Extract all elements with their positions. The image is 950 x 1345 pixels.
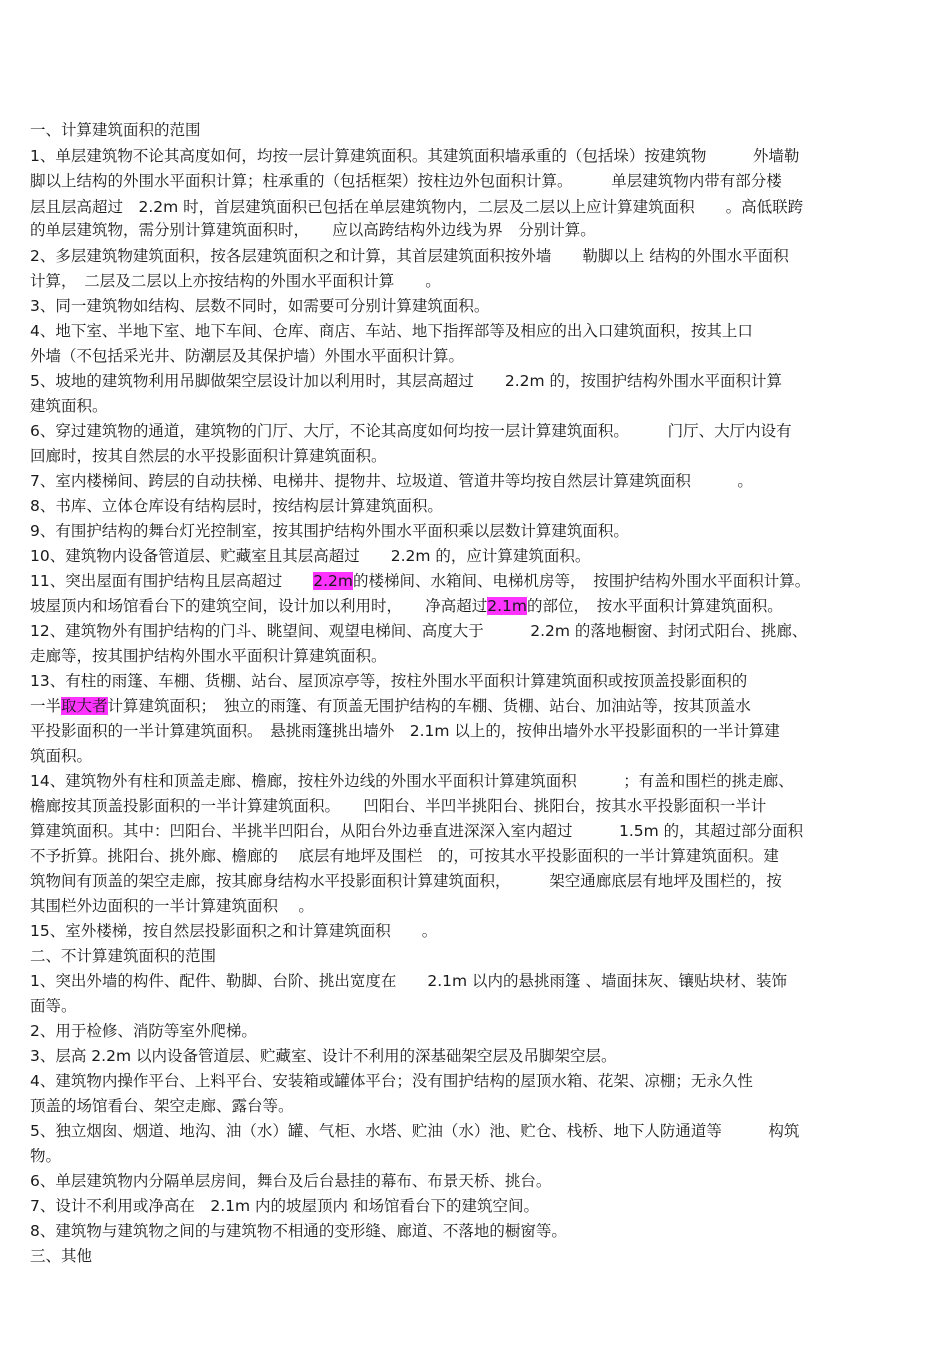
text-segment: 11、突出屋面有围护结构且层高超过 bbox=[30, 572, 314, 590]
text-line: 6、穿过建筑物的通道，建筑物的门厅、大厅，不论其高度如何均按一层计算建筑面积。 门厅、大厅内设有 bbox=[30, 422, 792, 440]
text-line: 3、层高 2.2m 以内设备管道层、贮藏室、设计不利用的深基础架空层及吊脚架空层。 bbox=[30, 1047, 617, 1065]
text-segment: 一半 bbox=[30, 697, 62, 715]
text-line bbox=[30, 594, 783, 618]
text-segment: 坡屋顶内和场馆看台下的建筑空间，设计加以利用时， 净高超过 bbox=[30, 597, 488, 615]
text-line: 回廊时，按其自然层的水平投影面积计算建筑面积。 bbox=[30, 447, 387, 465]
text-line: 的单层建筑物，需分别计算建筑面积时， 应以高跨结构外边线为界 分别计算。 bbox=[30, 221, 596, 239]
text-line: 计算， 二层及二层以上亦按结构的外围水平面积计算 。 bbox=[30, 272, 441, 290]
section-heading: 三、其他 bbox=[30, 1247, 93, 1265]
text-line: 4、建筑物内操作平台、上料平台、安装箱或罐体平台；没有围护结构的屋顶水箱、花架、凉棚；无永久性 bbox=[30, 1072, 753, 1090]
text-segment: 的楼梯间、水箱间、电梯机房等， 按围护结构外围水平面积计算。 bbox=[352, 572, 811, 590]
text-line: 5、坡地的建筑物利用吊脚做架空层设计加以利用时，其层高超过 2.2m 的，按围护结构外围水平面积计算 bbox=[30, 372, 783, 390]
text-line: 9、有围护结构的舞台灯光控制室，按其围护结构外围水平面积乘以层数计算建筑面积。 bbox=[30, 522, 629, 540]
text-line: 7、设计不利用或净高在 2.1m 内的坡屋顶内 和场馆看台下的建筑空间。 bbox=[30, 1197, 539, 1215]
text-line: 层且层高超过 2.2m 时，首层建筑面积已包括在单层建筑物内，二层及二层以上应计算建筑面积 。高低联跨 bbox=[30, 198, 804, 216]
text-line: 13、有柱的雨篷、车棚、货棚、站台、屋顶凉亭等，按柱外围水平面积计算建筑面积或按顶盖投影面积的 bbox=[30, 672, 748, 690]
text-line: 6、单层建筑物内分隔单层房间，舞台及后台悬挂的幕布、布景天桥、挑台。 bbox=[30, 1172, 552, 1190]
text-line: 走廊等，按其围护结构外围水平面积计算建筑面积。 bbox=[30, 647, 387, 665]
highlight-mark: 2.2m bbox=[313, 572, 353, 590]
text-line: 2、多层建筑物建筑面积，按各层建筑面积之和计算，其首层建筑面积按外墙 勒脚以上 结构的外围水平面积 bbox=[30, 247, 789, 265]
text-line: 3、同一建筑物如结构、层数不同时，如需要可分别计算建筑面积。 bbox=[30, 297, 490, 315]
text-segment: 的部位， 按水平面积计算建筑面积。 bbox=[527, 597, 783, 615]
section-heading: 二、不计算建筑面积的范围 bbox=[30, 947, 217, 965]
text-line: 2、用于检修、消防等室外爬梯。 bbox=[30, 1022, 257, 1040]
text-line: 不予折算。挑阳台、挑外廊、檐廊的 底层有地坪及围栏 的，可按其水平投影面积的一半计算建筑面积。建 bbox=[30, 847, 779, 865]
text-line: 8、建筑物与建筑物之间的与建筑物不相通的变形缝、廊道、不落地的橱窗等。 bbox=[30, 1222, 567, 1240]
text-line bbox=[30, 694, 751, 718]
text-line: 15、室外楼梯，按自然层投影面积之和计算建筑面积 。 bbox=[30, 922, 438, 940]
text-line: 4、地下室、半地下室、地下车间、仓库、商店、车站、地下指挥部等及相应的出入口建筑面积，按其上口 bbox=[30, 322, 753, 340]
text-line bbox=[30, 569, 810, 593]
section-heading: 一、计算建筑面积的范围 bbox=[30, 121, 201, 139]
text-line: 面等。 bbox=[30, 997, 77, 1015]
text-line: 外墙（不包括采光井、防潮层及其保护墙）外围水平面积计算。 bbox=[30, 347, 465, 365]
text-line: 平投影面积的一半计算建筑面积。 悬挑雨篷挑出墙外 2.1m 以上的，按伸出墙外水平投影面积的一半计算建 bbox=[30, 722, 780, 740]
text-line: 筑物间有顶盖的架空走廊，按其廊身结构水平投影面积计算建筑面积， 架空通廊底层有地坪及围栏的，按 bbox=[30, 872, 782, 890]
text-line: 7、室内楼梯间、跨层的自动扶梯、电梯井、提物井、垃圾道、管道井等均按自然层计算建筑面积 。 bbox=[30, 472, 753, 490]
text-line: 檐廊按其顶盖投影面积的一半计算建筑面积。 凹阳台、半凹半挑阳台、挑阳台，按其水平投影面积一半计 bbox=[30, 797, 767, 815]
text-line: 顶盖的场馆看台、架空走廊、露台等。 bbox=[30, 1097, 294, 1115]
text-line: 1、单层建筑物不论其高度如何，均按一层计算建筑面积。其建筑面积墙承重的（包括垛）按建筑物 外墙勒 bbox=[30, 147, 800, 165]
text-line: 12、建筑物外有围护结构的门斗、眺望间、观望电梯间、高度大于 2.2m 的落地橱窗、封闭式阳台、挑廊、 bbox=[30, 622, 808, 640]
text-line: 建筑面积。 bbox=[30, 397, 108, 415]
text-line: 算建筑面积。其中：凹阳台、半挑半凹阳台，从阳台外边垂直进深深入室内超过 1.5m 的，其超过部分面积 bbox=[30, 822, 804, 840]
text-line: 10、建筑物内设备管道层、贮藏室且其层高超过 2.2m 的，应计算建筑面积。 bbox=[30, 547, 591, 565]
highlight-mark: 2.1m bbox=[487, 597, 528, 615]
text-line: 筑面积。 bbox=[30, 747, 93, 765]
text-line: 其围栏外边面积的一半计算建筑面积 。 bbox=[30, 897, 314, 915]
text-line: 脚以上结构的外围水平面积计算；柱承重的（包括框架）按柱边外包面积计算。 单层建筑物内带有部分楼 bbox=[30, 172, 782, 190]
text-line: 8、书库、立体仓库设有结构层时，按结构层计算建筑面积。 bbox=[30, 497, 443, 515]
highlight-mark: 取大者 bbox=[61, 697, 108, 715]
text-line: 1、突出外墙的构件、配件、勒脚、台阶、挑出宽度在 2.1m 以内的悬挑雨篷 、墙面抹灰、镶贴块材、装饰 bbox=[30, 972, 787, 990]
text-segment: 计算建筑面积； 独立的雨篷、有顶盖无围护结构的车棚、货棚、站台、加油站等，按其顶盖水 bbox=[107, 697, 751, 715]
text-line: 5、独立烟囱、烟道、地沟、油（水）罐、气柜、水塔、贮油（水）池、贮仓、栈桥、地下人防通道等 构筑 bbox=[30, 1122, 800, 1140]
text-line: 物。 bbox=[30, 1147, 62, 1165]
text-line: 14、建筑物外有柱和顶盖走廊、檐廊，按柱外边线的外围水平面积计算建筑面积 ；有盖和围栏的挑走廊、 bbox=[30, 772, 794, 790]
